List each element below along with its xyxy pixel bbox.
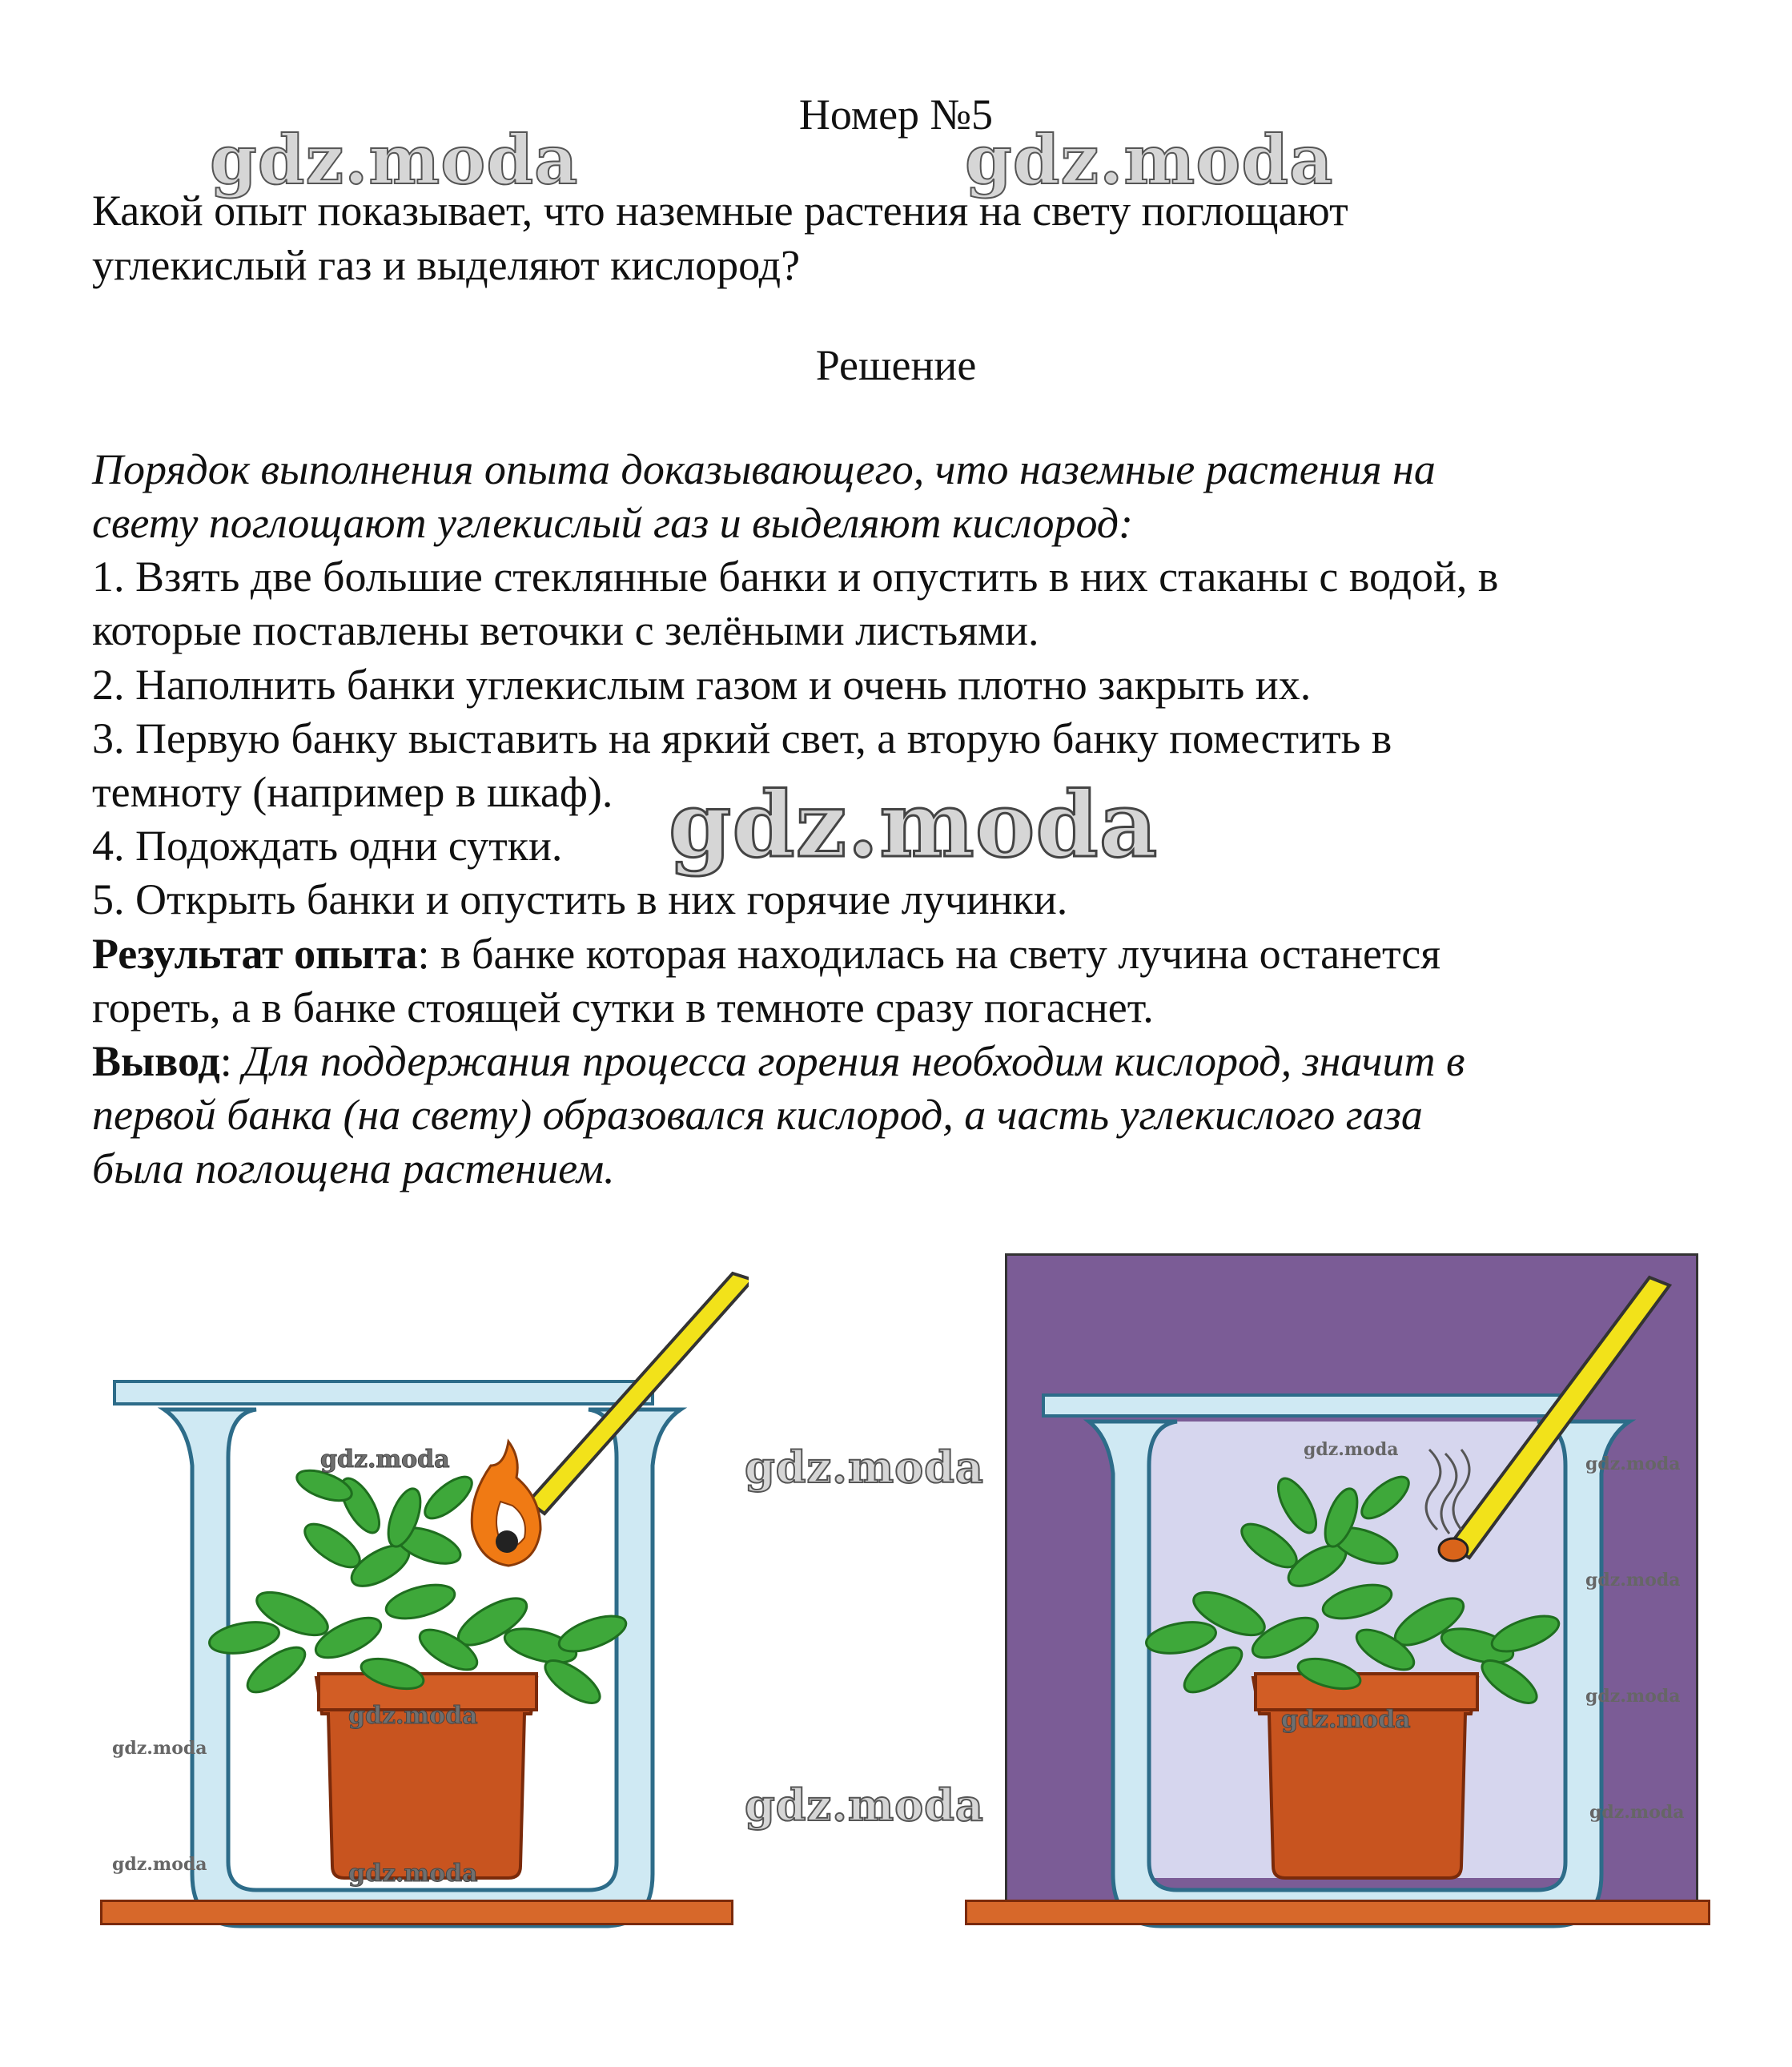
watermark: gdz.moda [1585, 1570, 1681, 1590]
watermark: gdz.moda [348, 1860, 478, 1888]
light-jar-illustration [92, 1201, 749, 1938]
conclusion-label: Вывод [92, 1037, 220, 1085]
watermark: gdz.moda [669, 773, 1159, 878]
watermark: gdz.moda [745, 1442, 984, 1493]
step-5: 5. Открыть банки и опустить в них горячие лучинки. [92, 875, 1068, 923]
conclusion-text: Для поддержания процесса горения необходим кислород, значит в [243, 1037, 1465, 1085]
watermark: gdz.moda [745, 1779, 984, 1831]
conclusion-sep: : [219, 1037, 243, 1085]
page-title: Номер №5 [798, 90, 994, 139]
result-text: : в банке которая находилась на свету лучина останется [417, 930, 1441, 978]
jar-lid [1043, 1395, 1565, 1416]
step-4: 4. Подождать одни сутки. [92, 822, 563, 870]
result-line-2: гореть, а в банке стоящей сутки в темноте сразу погаснет. [92, 983, 1154, 1031]
intro-line-2: свету поглощают углекислый газ и выделяют кислород: [92, 499, 1134, 547]
pot-rim [1256, 1674, 1477, 1710]
watermark: gdz.moda [965, 120, 1334, 199]
watermark: gdz.moda [210, 120, 579, 199]
step-1-line-2: которые поставлены веточки с зелёными листьями. [92, 606, 1039, 654]
question-line-1: Какой опыт показывает, что наземные растения на свету поглощают [92, 187, 1348, 235]
intro-line-1: Порядок выполнения опыта доказывающего, что наземные растения на [92, 445, 1436, 493]
step-3-line-1: 3. Первую банку выставить на яркий свет, а вторую банку поместить в [92, 714, 1392, 762]
jar-lid [115, 1381, 653, 1404]
conclusion-line-2: первой банка (на свету) образовался кислород, а часть углекислого газа [92, 1091, 1423, 1139]
right-shelf [965, 1900, 1710, 1925]
result-label: Результат опыта [92, 930, 418, 978]
question-line-2: углекислый газ и выделяют кислород? [92, 241, 801, 289]
watermark: gdz.moda [1304, 1439, 1399, 1460]
watermark: gdz.moda [1589, 1802, 1685, 1823]
result-line-1 [92, 927, 1440, 981]
step-1-line-1: 1. Взять две большие стеклянные банки и опустить в них стаканы с водой, в [92, 553, 1499, 601]
watermark: gdz.moda [1281, 1706, 1411, 1734]
conclusion-line-1 [92, 1035, 1465, 1088]
watermark: gdz.moda [1585, 1686, 1681, 1707]
watermark: gdz.moda [112, 1854, 207, 1875]
plant [207, 1465, 631, 1711]
watermark: gdz.moda [348, 1702, 478, 1730]
watermark: gdz.moda [112, 1738, 207, 1759]
step-2: 2. Наполнить банки углекислым газом и очень плотно закрыть их. [92, 661, 1312, 709]
step-3-line-2: темноту (например в шкаф). [92, 768, 613, 816]
conclusion-line-3: была поглощена растением. [92, 1144, 615, 1192]
watermark: gdz.moda [1585, 1454, 1681, 1474]
left-shelf [100, 1900, 733, 1925]
solution-heading: Решение [815, 341, 977, 389]
watermark: gdz.moda [320, 1446, 450, 1474]
